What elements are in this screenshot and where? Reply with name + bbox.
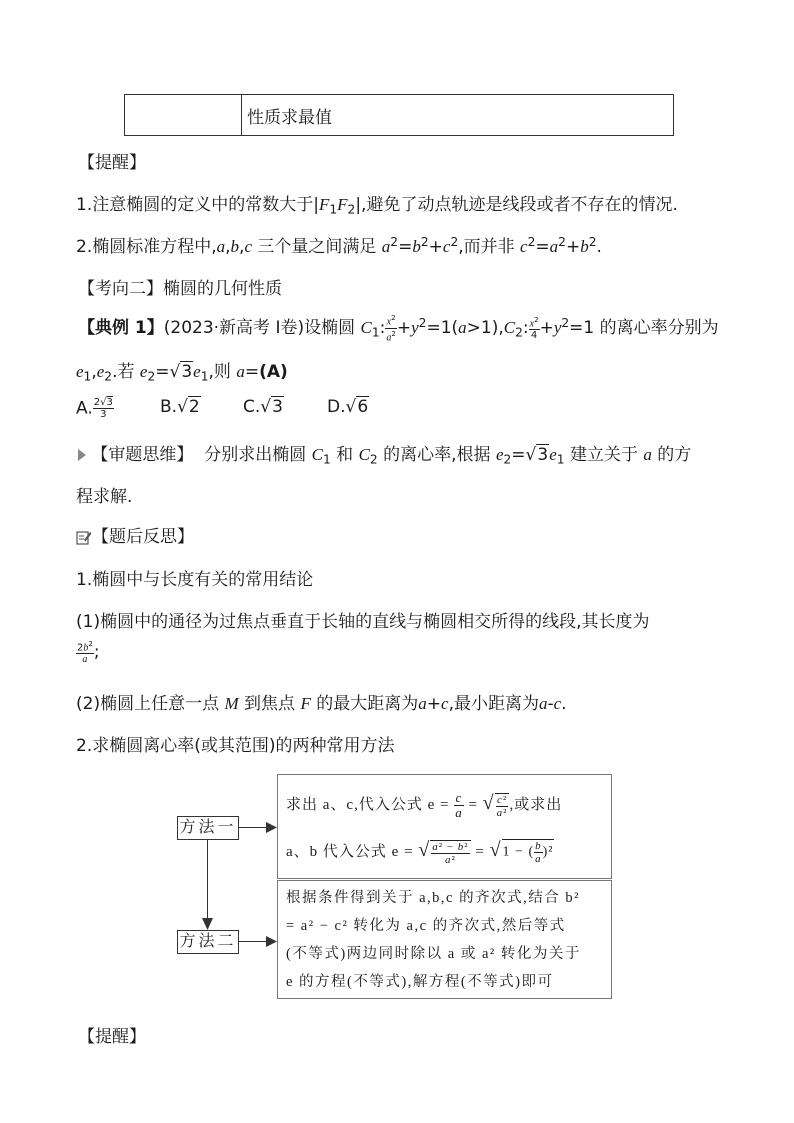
tip-heading: 【提醒】	[78, 153, 146, 173]
example-line-1: 【典例 1】(2023·新高考 Ⅰ卷)设椭圆 $C_1$: $\frac{x^2}{a^2}$ $+y^2=1(a>1),C_2$: $\frac{x^2}{4}$ $+y^2=1$ 的离心率分别为	[78, 314, 719, 343]
option-a: A. $\frac{2√3}{3}$	[76, 397, 113, 420]
option-b: B.√2	[160, 397, 200, 417]
reflection-p1: (1)椭圆中的通径为过焦点垂直于长轴的直线与椭圆相交所得的线段,其长度为	[76, 612, 650, 632]
method-1-line-1: 求出 a、c,代入公式 e = $\frac{c}{a}$ = √ $\frac{\text{c²}}{\text{a²}}$ ,或求出	[286, 790, 563, 820]
method-2-line-4: e 的方程(不等式),解方程(不等式)即可	[286, 974, 554, 990]
method-1-line-2: a、b 代入公式 e = √ $\frac{\text{a² − b²}}{\text{a²}}$ = √1 − ( $\frac{b}{a}$ )²	[286, 839, 554, 866]
section-title: 【考向二】椭圆的几何性质	[78, 279, 282, 299]
method-2-line-1: 根据条件得到关于 a,b,c 的齐次式,结合 b²	[286, 890, 580, 906]
tip-heading-2: 【提醒】	[78, 1027, 146, 1047]
connector-2	[238, 941, 268, 942]
arrow-right-icon	[266, 822, 277, 833]
thinking-line-2: 程求解.	[76, 487, 133, 507]
method-2-content	[277, 880, 612, 999]
latus-rectum-formula: $\frac{2b^2}{a}$ ;	[77, 640, 100, 666]
method-1-box: 方法一	[177, 816, 239, 840]
tip-item-2: 2.椭圆标准方程中,a,b,c 三个量之间满足 $a^2=b^2+c^2$,而并非 $c^2=a^2+b^2$.	[76, 234, 602, 257]
option-d: D.√6	[327, 397, 369, 417]
tip-item-1: 1.注意椭圆的定义中的常数大于$|F_1F_2|$,避免了动点轨迹是线段或者不存在的情况.	[76, 195, 678, 217]
arrow-right-icon	[266, 936, 277, 947]
table-cell-text: 性质求最值	[242, 95, 674, 136]
reflection-heading: 【题后反思】	[76, 522, 194, 547]
option-c: C.√3	[243, 397, 283, 417]
connector-vertical	[207, 839, 208, 923]
triangle-icon	[78, 449, 86, 461]
arrow-down-icon	[202, 918, 213, 930]
method-2-box: 方法二	[177, 930, 239, 954]
method-1-content	[277, 774, 612, 879]
edit-icon	[76, 529, 92, 545]
example-line-2: $e_1,e_2$.若 $e_2=√3e_1$,则 a=(A)	[76, 362, 288, 384]
thinking-line-1: 【审题思维】 分别求出椭圆 $C_1$ 和 $C_2$ 的离心率,根据 $e_2=√3e_1$ 建立关于 a 的方	[78, 440, 691, 467]
connector-1	[238, 827, 268, 828]
reflection-h1: 1.椭圆中与长度有关的常用结论	[76, 570, 314, 590]
reflection-p2: (2)椭圆上任意一点 M 到焦点 F 的最大距离为a+c,最小距离为a-c.	[76, 694, 567, 714]
method-2-line-2: = a² − c² 转化为 a,c 的齐次式,然后等式	[286, 918, 566, 934]
reflection-h2: 2.求椭圆离心率(或其范围)的两种常用方法	[76, 736, 395, 756]
table-cell-empty	[125, 95, 242, 136]
table-row	[125, 95, 674, 136]
property-table	[124, 94, 674, 136]
method-2-line-3: (不等式)两边同时除以 a 或 a² 转化为关于	[286, 946, 581, 962]
